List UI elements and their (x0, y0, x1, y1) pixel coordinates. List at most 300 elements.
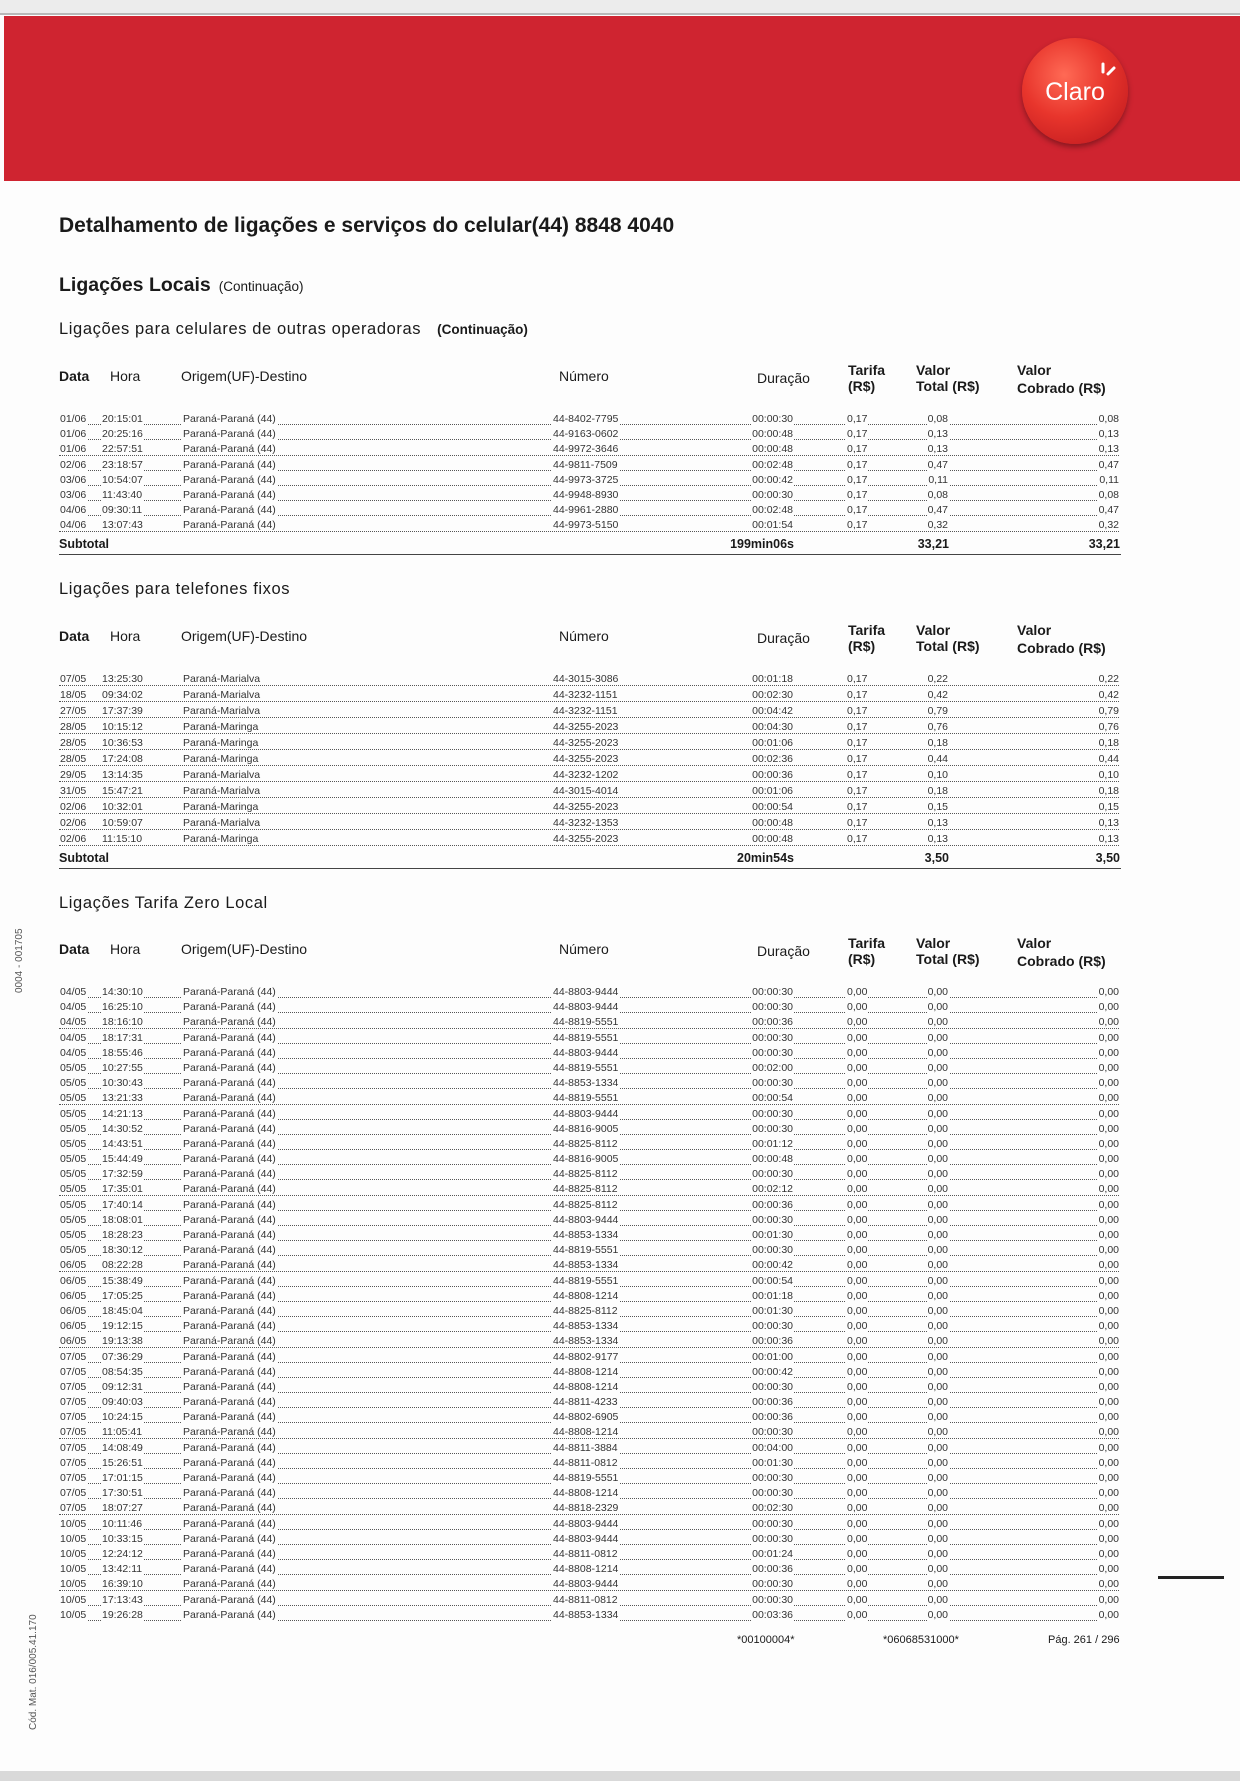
cell-valor-cobrado: 0,47 (1098, 504, 1119, 517)
group-title-fixos: Ligações para telefones fixos (59, 580, 291, 598)
cell-duracao: 00:01:24 (752, 1547, 793, 1560)
cell-hora: 11:43:40 (102, 488, 143, 501)
cell-data: 10/05 (60, 1578, 87, 1591)
cell-duracao: 00:00:54 (752, 1092, 793, 1105)
table-row (59, 1289, 1121, 1304)
cell-tarifa: 0,17 (847, 519, 868, 532)
cell-valor-cobrado: 0,11 (1099, 473, 1119, 486)
cell-data: 28/05 (60, 753, 87, 765)
cell-origem: Paraná-Paraná (44) (183, 1532, 276, 1545)
cell-tarifa: 0,17 (847, 488, 868, 501)
cell-tarifa: 0,00 (847, 1593, 868, 1606)
cell-numero: 44-8811-3884 (553, 1441, 618, 1454)
column-header-valor-cobrado-a: Valor (1017, 362, 1052, 378)
table-header (59, 362, 1121, 412)
cell-tarifa: 0,17 (847, 737, 868, 749)
cell-valor-total: 0,15 (927, 801, 948, 813)
cell-origem: Paraná-Marialva (183, 673, 261, 685)
table-row (59, 1107, 1121, 1122)
cell-tarifa: 0,00 (847, 1289, 868, 1302)
cell-tarifa: 0,17 (847, 413, 868, 425)
cell-numero: 44-3255-2023 (553, 833, 619, 845)
cell-tarifa: 0,00 (847, 1137, 868, 1150)
cell-origem: Paraná-Paraná (44) (183, 1365, 276, 1378)
table-row (59, 1304, 1121, 1319)
cell-tarifa: 0,00 (847, 1259, 868, 1272)
cell-hora: 20:15:01 (102, 413, 143, 425)
cell-numero: 44-8819-5551 (553, 1061, 619, 1074)
cell-duracao: 00:02:00 (752, 1061, 793, 1074)
table-row (59, 1046, 1121, 1061)
table-row (59, 752, 1121, 768)
cell-duracao: 00:03:36 (752, 1608, 793, 1621)
subtotal-row (59, 848, 1121, 869)
column-header-hora: Hora (110, 628, 141, 644)
cell-data: 07/05 (60, 1350, 87, 1363)
cell-valor-cobrado: 0,32 (1098, 519, 1119, 532)
cell-hora: 14:21:13 (102, 1107, 143, 1120)
cell-valor-cobrado: 0,00 (1098, 1107, 1119, 1120)
cell-valor-cobrado: 0,00 (1098, 1456, 1119, 1469)
cell-duracao: 00:00:48 (752, 1153, 793, 1166)
cell-valor-total: 0,76 (927, 721, 948, 733)
cell-hora: 14:30:10 (102, 986, 143, 998)
cell-valor-total: 0,00 (927, 1380, 948, 1393)
column-header-duracao: Duração (757, 370, 810, 386)
cell-hora: 10:36:53 (102, 737, 143, 749)
cell-origem: Paraná-Paraná (44) (183, 458, 276, 471)
cell-hora: 10:30:43 (102, 1077, 143, 1090)
cell-valor-total: 0,00 (927, 1061, 948, 1074)
cell-valor-total: 0,00 (927, 1608, 948, 1621)
cell-origem: Paraná-Paraná (44) (183, 1077, 276, 1090)
cell-origem: Paraná-Paraná (44) (183, 504, 276, 517)
cell-hora: 17:01:15 (102, 1472, 143, 1484)
cell-valor-cobrado: 0,00 (1098, 1061, 1119, 1074)
cell-hora: 19:26:28 (102, 1608, 143, 1621)
table-row (59, 1547, 1121, 1562)
cell-valor-cobrado: 0,00 (1098, 986, 1119, 998)
cell-valor-cobrado: 0,47 (1098, 458, 1119, 471)
cell-tarifa: 0,17 (847, 504, 868, 517)
cell-origem: Paraná-Paraná (44) (183, 1578, 276, 1591)
column-header-valor-cobrado-a: Valor (1017, 622, 1052, 638)
cell-duracao: 00:00:30 (752, 1168, 793, 1181)
table-row (59, 1562, 1121, 1577)
cell-origem: Paraná-Paraná (44) (183, 488, 276, 501)
table-row (59, 518, 1121, 533)
cell-numero: 44-8853-1334 (553, 1608, 619, 1621)
table-row (59, 736, 1121, 752)
cell-data: 10/05 (60, 1517, 87, 1530)
cell-valor-total: 0,32 (927, 519, 948, 532)
column-header-numero: Número (559, 941, 609, 957)
cell-data: 28/05 (60, 737, 87, 749)
cell-duracao: 00:04:42 (752, 705, 793, 717)
cell-valor-cobrado: 0,00 (1098, 1487, 1119, 1500)
table-row (59, 1486, 1121, 1501)
top-edge (0, 0, 1240, 15)
cell-valor-cobrado: 0,00 (1098, 1046, 1119, 1059)
cell-valor-cobrado: 0,13 (1098, 428, 1119, 441)
cell-tarifa: 0,00 (847, 1532, 868, 1545)
cell-valor-cobrado: 0,00 (1098, 1517, 1119, 1530)
cell-origem: Paraná-Maringa (183, 801, 259, 813)
cell-tarifa: 0,17 (847, 473, 868, 486)
cell-numero: 44-8802-9177 (553, 1350, 619, 1363)
column-header-origem: Origem(UF)-Destino (181, 941, 308, 957)
cell-valor-total: 0,00 (927, 1320, 948, 1333)
margin-mark (1158, 1576, 1224, 1579)
cell-valor-cobrado: 0,00 (1098, 1259, 1119, 1272)
cell-tarifa: 0,17 (847, 769, 868, 781)
cell-data: 05/05 (60, 1107, 87, 1120)
cell-origem: Paraná-Paraná (44) (183, 1168, 276, 1181)
cell-data: 03/06 (60, 488, 87, 501)
cell-numero: 44-3232-1202 (553, 769, 619, 781)
cell-duracao: 00:00:30 (752, 1426, 793, 1439)
cell-valor-total: 0,00 (927, 1198, 948, 1211)
cell-data: 06/05 (60, 1289, 87, 1302)
cell-valor-total: 0,00 (927, 1593, 948, 1606)
cell-valor-total: 0,00 (927, 1244, 948, 1257)
cell-numero: 44-8803-9444 (553, 1046, 619, 1059)
cell-tarifa: 0,00 (847, 1487, 868, 1500)
cell-valor-total: 0,00 (927, 1441, 948, 1454)
cell-duracao: 00:00:30 (752, 1046, 793, 1059)
cell-data: 06/05 (60, 1335, 87, 1348)
subtotal-row (59, 534, 1121, 555)
cell-data: 18/05 (60, 689, 87, 701)
cell-tarifa: 0,00 (847, 1396, 868, 1409)
table-row (59, 688, 1121, 704)
table-row (59, 1167, 1121, 1182)
cell-valor-total: 0,00 (927, 1092, 948, 1105)
cell-hora: 08:22:28 (102, 1259, 143, 1272)
cell-valor-total: 0,11 (928, 473, 948, 486)
cell-data: 02/06 (60, 817, 87, 829)
cell-duracao: 00:00:42 (752, 1365, 793, 1378)
subtotal-valor-cobrado: 33,21 (1088, 536, 1120, 551)
cell-data: 07/05 (60, 1426, 87, 1439)
cell-tarifa: 0,00 (847, 1365, 868, 1378)
cell-valor-total: 0,00 (927, 1472, 948, 1484)
table-fixos (59, 622, 1121, 869)
cell-valor-total: 0,00 (927, 986, 948, 998)
column-header-duracao: Duração (757, 943, 810, 959)
cell-tarifa: 0,17 (847, 817, 868, 829)
cell-duracao: 00:00:30 (752, 413, 793, 425)
cell-valor-cobrado: 0,00 (1098, 1244, 1119, 1257)
cell-data: 05/05 (60, 1153, 87, 1166)
cell-data: 02/06 (60, 458, 87, 471)
cell-hora: 23:18:57 (102, 458, 143, 471)
cell-duracao: 00:01:18 (752, 673, 793, 685)
column-header-valor-total-a: Valor (916, 622, 951, 638)
cell-duracao: 00:00:48 (752, 833, 793, 845)
cell-valor-cobrado: 0,00 (1098, 1153, 1119, 1166)
cell-valor-total: 0,00 (927, 1289, 948, 1302)
cell-data: 04/05 (60, 986, 87, 998)
cell-origem: Paraná-Paraná (44) (183, 443, 276, 456)
cell-valor-total: 0,00 (927, 1304, 948, 1317)
cell-origem: Paraná-Paraná (44) (183, 1335, 276, 1348)
subtotal-valor-cobrado: 3,50 (1095, 851, 1120, 865)
cell-valor-total: 0,00 (927, 1168, 948, 1181)
cell-tarifa: 0,00 (847, 1122, 868, 1135)
cell-data: 10/05 (60, 1563, 87, 1576)
table-row (59, 1425, 1121, 1440)
cell-origem: Paraná-Paraná (44) (183, 1137, 276, 1150)
cell-data: 10/05 (60, 1593, 87, 1606)
table-row (59, 832, 1121, 848)
cell-hora: 17:24:08 (102, 753, 143, 765)
cell-origem: Paraná-Paraná (44) (183, 1046, 276, 1059)
cell-tarifa: 0,00 (847, 1213, 868, 1226)
cell-hora: 18:17:31 (102, 1031, 143, 1044)
cell-valor-cobrado: 0,13 (1098, 443, 1119, 456)
table-row (59, 1182, 1121, 1197)
cell-numero: 44-8819-5551 (553, 1092, 619, 1105)
cell-numero: 44-8853-1334 (553, 1077, 619, 1090)
cell-duracao: 00:00:30 (752, 986, 793, 998)
table-row (59, 1577, 1121, 1592)
cell-valor-total: 0,00 (927, 1016, 948, 1029)
table-row (59, 1015, 1121, 1030)
cell-duracao: 00:00:30 (752, 488, 793, 501)
cell-numero: 44-8819-5551 (553, 1472, 619, 1484)
cell-data: 05/05 (60, 1122, 87, 1135)
cell-tarifa: 0,00 (847, 1472, 868, 1484)
cell-valor-total: 0,00 (927, 1183, 948, 1196)
cell-numero: 44-3255-2023 (553, 737, 619, 749)
cell-valor-total: 0,08 (927, 413, 948, 425)
cell-numero: 44-8819-5551 (553, 1016, 619, 1029)
cell-valor-cobrado: 0,42 (1098, 689, 1119, 701)
cell-numero: 44-8853-1334 (553, 1335, 619, 1348)
cell-tarifa: 0,00 (847, 1456, 868, 1469)
subtotal-valor-total: 33,21 (917, 536, 949, 551)
cell-numero: 44-8808-1214 (553, 1365, 619, 1378)
cell-duracao: 00:01:12 (752, 1137, 793, 1150)
side-code-bottom: Cód. Mat. 016/005.41.170 (28, 1614, 39, 1730)
cell-data: 07/05 (60, 1472, 87, 1484)
table-row (59, 1395, 1121, 1410)
cell-valor-cobrado: 0,00 (1098, 1335, 1119, 1348)
cell-hora: 18:07:27 (102, 1502, 143, 1515)
cell-numero: 44-8811-4233 (553, 1396, 618, 1409)
cell-valor-total: 0,13 (927, 833, 948, 845)
cell-hora: 09:12:31 (102, 1380, 143, 1393)
cell-data: 06/05 (60, 1320, 87, 1333)
cell-numero: 44-9163-0602 (553, 428, 619, 441)
cell-data: 02/06 (60, 833, 87, 845)
cell-valor-total: 0,00 (927, 1137, 948, 1150)
cell-valor-total: 0,00 (927, 1456, 948, 1469)
cell-origem: Paraná-Paraná (44) (183, 1153, 276, 1166)
cell-origem: Paraná-Paraná (44) (183, 1456, 276, 1469)
cell-hora: 07:36:29 (102, 1350, 143, 1363)
cell-numero: 44-8819-5551 (553, 1244, 619, 1257)
cell-numero: 44-8808-1214 (553, 1426, 619, 1439)
logo-text: Claro (1045, 78, 1105, 106)
cell-valor-total: 0,13 (927, 428, 948, 441)
cell-tarifa: 0,00 (847, 1350, 868, 1363)
cell-data: 29/05 (60, 769, 87, 781)
cell-tarifa: 0,00 (847, 1335, 868, 1348)
cell-hora: 17:35:01 (102, 1183, 143, 1196)
cell-data: 05/05 (60, 1244, 87, 1257)
column-header-hora: Hora (110, 941, 141, 957)
cell-numero: 44-8825-8112 (553, 1198, 618, 1211)
cell-valor-total: 0,00 (927, 1001, 948, 1014)
barcode-text-1: *00100004* (737, 1634, 795, 1646)
cell-duracao: 00:00:30 (752, 1107, 793, 1120)
cell-tarifa: 0,00 (847, 1244, 868, 1257)
cell-hora: 19:12:15 (102, 1320, 143, 1333)
column-header-valor-total-a: Valor (916, 935, 951, 951)
cell-numero: 44-9973-3725 (553, 473, 619, 486)
table-row (59, 488, 1121, 503)
cell-hora: 17:40:14 (102, 1198, 143, 1211)
table-row (59, 1152, 1121, 1167)
cell-numero: 44-8808-1214 (553, 1563, 619, 1576)
side-code-top: 0004 - 001705 (14, 928, 25, 993)
cell-valor-cobrado: 0,18 (1098, 737, 1119, 749)
cell-numero: 44-8853-1334 (553, 1229, 619, 1241)
cell-hora: 09:30:11 (102, 504, 143, 517)
cell-data: 05/05 (60, 1061, 87, 1074)
cell-numero: 44-8802-6905 (553, 1411, 619, 1424)
cell-tarifa: 0,17 (847, 458, 868, 471)
cell-hora: 17:05:25 (102, 1289, 143, 1302)
subtotal-label: Subtotal (59, 851, 109, 865)
cell-hora: 10:33:15 (102, 1532, 143, 1545)
cell-tarifa: 0,00 (847, 1001, 868, 1014)
cell-hora: 12:24:12 (102, 1547, 143, 1560)
cell-numero: 44-3255-2023 (553, 801, 619, 813)
cell-hora: 18:55:46 (102, 1046, 143, 1059)
cell-valor-cobrado: 0,00 (1098, 1441, 1119, 1454)
cell-origem: Paraná-Paraná (44) (183, 1441, 276, 1454)
cell-origem: Paraná-Marialva (183, 769, 261, 781)
cell-hora: 15:26:51 (102, 1456, 143, 1469)
column-header-origem: Origem(UF)-Destino (181, 368, 308, 384)
cell-duracao: 00:00:48 (752, 443, 793, 456)
cell-numero: 44-3232-1151 (553, 705, 618, 717)
cell-data: 03/06 (60, 473, 87, 486)
cell-duracao: 00:00:48 (752, 817, 793, 829)
cell-valor-total: 0,42 (927, 689, 948, 701)
table-row (59, 1122, 1121, 1137)
cell-valor-cobrado: 0,00 (1098, 1320, 1119, 1333)
cell-tarifa: 0,17 (847, 785, 868, 797)
cell-duracao: 00:01:30 (752, 1229, 793, 1241)
cell-duracao: 00:00:36 (752, 1016, 793, 1029)
cell-hora: 19:13:38 (102, 1335, 143, 1348)
cell-valor-cobrado: 0,00 (1098, 1274, 1119, 1287)
cell-duracao: 00:00:54 (752, 801, 793, 813)
cell-tarifa: 0,00 (847, 1380, 868, 1393)
cell-origem: Paraná-Paraná (44) (183, 1396, 276, 1409)
cell-origem: Paraná-Paraná (44) (183, 1547, 276, 1560)
cell-tarifa: 0,00 (847, 1153, 868, 1166)
table-row (59, 784, 1121, 800)
cell-data: 06/05 (60, 1304, 87, 1317)
cell-data: 05/05 (60, 1213, 87, 1226)
cell-valor-total: 0,00 (927, 1547, 948, 1560)
cell-valor-cobrado: 0,79 (1098, 705, 1119, 717)
subtotal-duracao: 20min54s (737, 851, 794, 865)
cell-hora: 18:30:12 (102, 1244, 143, 1257)
cell-valor-cobrado: 0,15 (1098, 801, 1119, 813)
column-header-valor-cobrado-a: Valor (1017, 935, 1052, 951)
column-header-valor-cobrado-b: Cobrado (R$) (1017, 380, 1106, 396)
cell-valor-cobrado: 0,00 (1098, 1411, 1119, 1424)
cell-hora: 17:32:59 (102, 1168, 143, 1181)
group-title-celulares: Ligações para celulares de outras operadoras (Continuação) (59, 320, 528, 338)
cell-hora: 18:08:01 (102, 1213, 143, 1226)
cell-valor-total: 0,10 (927, 769, 948, 781)
cell-hora: 10:27:55 (102, 1061, 143, 1074)
table-row (59, 1243, 1121, 1258)
cell-valor-cobrado: 0,00 (1098, 1502, 1119, 1515)
cell-duracao: 00:00:42 (752, 1259, 793, 1272)
cell-numero: 44-8853-1334 (553, 1320, 619, 1333)
cell-origem: Paraná-Paraná (44) (183, 1289, 276, 1302)
table-row (59, 1213, 1121, 1228)
subtotal-label: Subtotal (59, 536, 109, 551)
cell-tarifa: 0,00 (847, 1563, 868, 1576)
cell-origem: Paraná-Paraná (44) (183, 1001, 276, 1014)
cell-valor-cobrado: 0,00 (1098, 1365, 1119, 1378)
cell-duracao: 00:00:30 (752, 1593, 793, 1606)
cell-valor-cobrado: 0,00 (1098, 1016, 1119, 1029)
cell-origem: Paraná-Paraná (44) (183, 1380, 276, 1393)
cell-hora: 10:11:46 (102, 1517, 143, 1530)
cell-duracao: 00:01:54 (752, 519, 793, 532)
cell-tarifa: 0,00 (847, 1547, 868, 1560)
cell-numero: 44-8811-0812 (553, 1456, 618, 1469)
column-header-tarifa: Tarifa (848, 935, 886, 951)
cell-duracao: 00:00:30 (752, 1320, 793, 1333)
cell-data: 07/05 (60, 1365, 87, 1378)
cell-origem: Paraná-Marialva (183, 785, 261, 797)
cell-numero: 44-8803-9444 (553, 1517, 619, 1530)
table-row (59, 442, 1121, 457)
table-row (59, 1608, 1121, 1623)
cell-tarifa: 0,17 (847, 801, 868, 813)
cell-origem: Paraná-Maringa (183, 833, 259, 845)
cell-duracao: 00:00:30 (752, 1122, 793, 1135)
table-row (59, 1091, 1121, 1106)
cell-tarifa: 0,00 (847, 986, 868, 998)
cell-tarifa: 0,00 (847, 1441, 868, 1454)
cell-origem: Paraná-Paraná (44) (183, 1183, 276, 1196)
claro-logo (1022, 38, 1128, 144)
cell-valor-cobrado: 0,00 (1098, 1608, 1119, 1621)
section-title: Ligações Locais (Continuação) (59, 274, 304, 296)
table-row (59, 1517, 1121, 1532)
table-row (59, 1137, 1121, 1152)
cell-tarifa: 0,17 (847, 753, 868, 765)
table-row (59, 503, 1121, 518)
cell-tarifa: 0,17 (847, 673, 868, 685)
cell-hora: 10:54:07 (102, 473, 143, 486)
table-row (59, 1593, 1121, 1608)
cell-numero: 44-8825-8112 (553, 1137, 618, 1150)
column-header-valor-cobrado-b: Cobrado (R$) (1017, 953, 1106, 969)
